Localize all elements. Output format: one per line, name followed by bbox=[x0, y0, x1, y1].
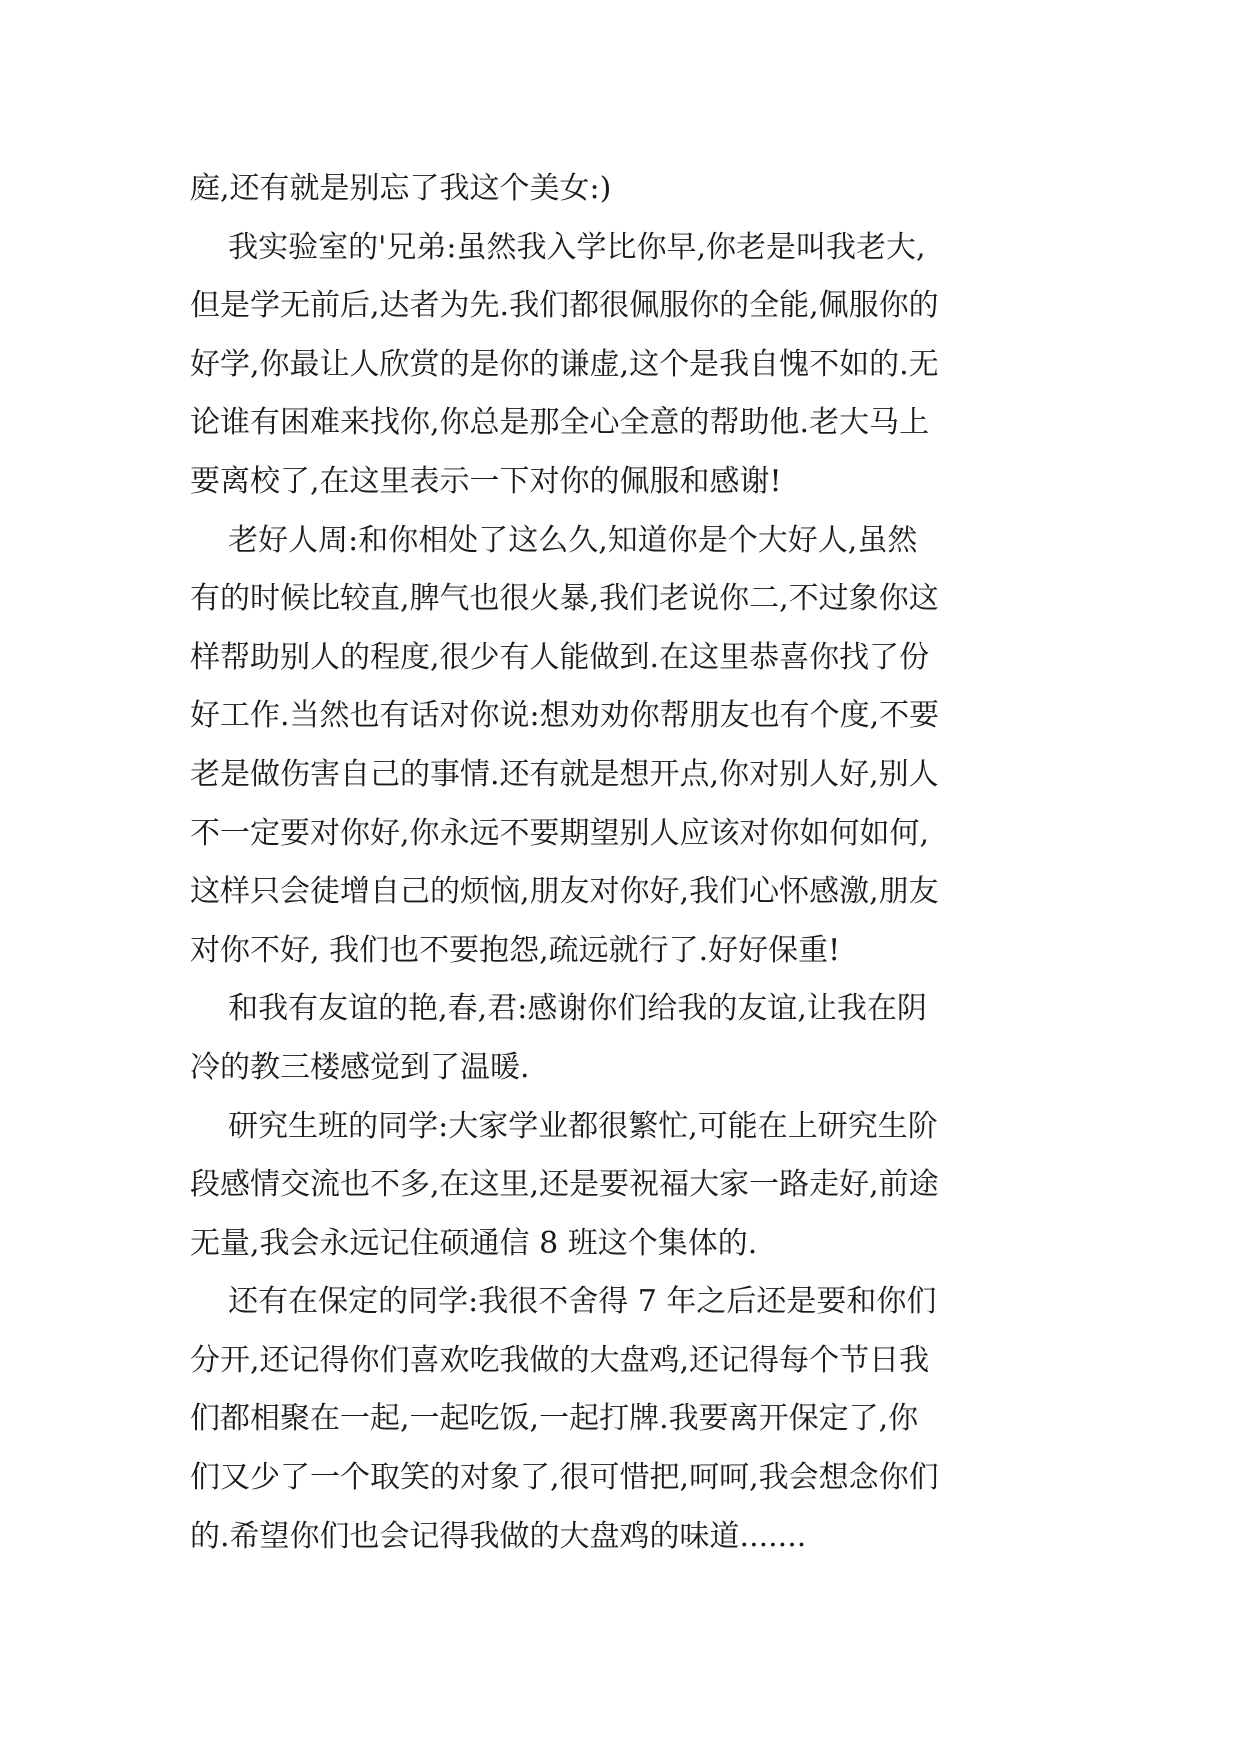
text-line: 对你不好, 我们也不要抱怨,疏远就行了.好好保重! bbox=[190, 932, 841, 968]
text-line: 不一定要对你好,你永远不要期望别人应该对你如何如何, bbox=[190, 815, 930, 851]
text-line: 段感情交流也不多,在这里,还是要祝福大家一路走好,前途 bbox=[190, 1167, 939, 1203]
text-line: 分开,还记得你们喜欢吃我做的大盘鸡,还记得每个节日我 bbox=[190, 1342, 930, 1378]
text-line: 们又少了一个取笑的对象了,很可惜把,呵呵,我会想念你们 bbox=[190, 1460, 939, 1496]
text-line: 无量,我会永远记住硕通信 8 班这个集体的. bbox=[190, 1225, 758, 1261]
text-line: 好学,你最让人欣赏的是你的谦虚,这个是我自愧不如的.无 bbox=[190, 346, 939, 382]
text-line: 样帮助别人的程度,很少有人能做到.在这里恭喜你找了份 bbox=[190, 639, 930, 675]
text-line: 有的时候比较直,脾气也很火暴,我们老说你二,不过象你这 bbox=[190, 581, 939, 617]
document-body bbox=[190, 160, 1070, 1566]
text-line: 这样只会徒增自己的烦恼,朋友对你好,我们心怀感激,朋友 bbox=[190, 874, 939, 910]
text-line: 但是学无前后,达者为先.我们都很佩服你的全能,佩服你的 bbox=[190, 288, 939, 324]
text-line: 还有在保定的同学:我很不舍得 7 年之后还是要和你们 bbox=[190, 1284, 937, 1320]
text-line: 好工作.当然也有话对你说:想劝劝你帮朋友也有个度,不要 bbox=[190, 698, 940, 734]
text-line: 们都相聚在一起,一起吃饭,一起打牌.我要离开保定了,你 bbox=[190, 1401, 919, 1437]
text-line: 和我有友谊的艳,春,君:感谢你们给我的友谊,让我在阴 bbox=[190, 991, 927, 1027]
text-line: 老是做伤害自己的事情.还有就是想开点,你对别人好,别人 bbox=[190, 756, 939, 792]
text-line: 庭,还有就是别忘了我这个美女:) bbox=[190, 171, 612, 206]
text-line: 要离校了,在这里表示一下对你的佩服和感谢! bbox=[190, 463, 782, 499]
text-line: 研究生班的同学:大家学业都很繁忙,可能在上研究生阶 bbox=[190, 1108, 938, 1144]
text-line: 论谁有困难来找你,你总是那全心全意的帮助他.老大马上 bbox=[190, 405, 930, 441]
text-line: 的.希望你们也会记得我做的大盘鸡的味道....... bbox=[190, 1518, 807, 1554]
text-line: 老好人周:和你相处了这么久,知道你是个大好人,虽然 bbox=[190, 522, 918, 558]
text-line: 冷的教三楼感觉到了温暖. bbox=[190, 1049, 530, 1085]
text-line: 我实验室的'兄弟:虽然我入学比你早,你老是叫我老大, bbox=[190, 229, 926, 265]
